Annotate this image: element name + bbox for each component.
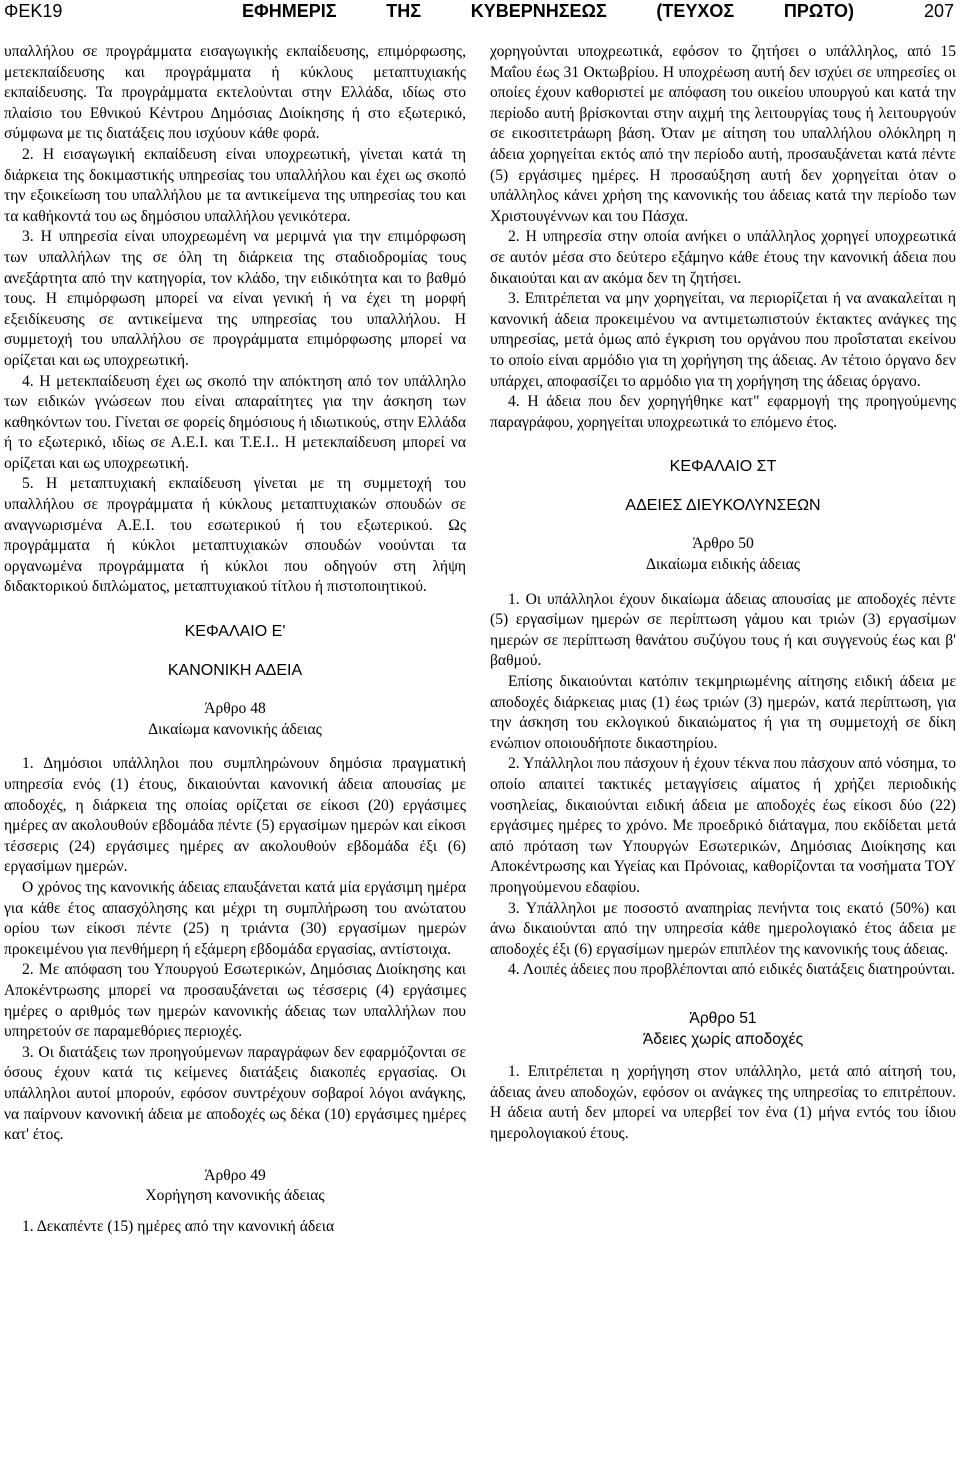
- paragraph: Επίσης δικαιούνται κατόπιν τεκμηριωμένης αίτησης ειδική άδεια με αποδοχές διάρκειας μιας (1) έως τριών (3) ημερών, κατά περίπτωση, για την άσκηση του εκλογικού δικαιώματος ή για τη συμμετοχή σε δίκη ενώπιον οποιουδήποτε δικαστηρίου.: [490, 673, 956, 752]
- paragraph: 1. Δεκαπέντε (15) ημέρες από την κανονική άδεια: [22, 1217, 335, 1235]
- paragraph: 3. Η υπηρεσία είναι υποχρεωμένη να μεριμνά για την επιμόρφωση των υπαλλήλων της σε όλη τη διάρκεια της σταδιοδρομίας τους ανεξάρτητα από την κατηγορία, τον κλάδο, την ειδικότητα και το βαθμό τους. Η επιμόρφωση μπορεί να είναι γενική ή να έχει τη μορφή εξειδίκευσης σε αντικείμενα της υπηρεσίας του υπαλλήλου. Η συμμετοχή του υπαλλήλου σε προγράμματα επιμόρφωσης μπορεί να ορίζεται και ως υποχρεωτική.: [4, 228, 466, 369]
- article-title: Χορήγηση κανονικής άδειας: [145, 1187, 325, 1205]
- paragraph: 4. Λοιπές άδειες που προβλέπονται από ειδικές διατάξεις διατηρούνται.: [508, 961, 955, 979]
- article-heading: Άρθρο 51: [689, 1009, 757, 1027]
- left-column: [4, 42, 466, 1237]
- chapter-title: ΑΔΕΙΕΣ ΔΙΕΥΚΟΛΥΝΣΕΩΝ: [625, 496, 821, 514]
- paragraph: 2. Η υπηρεσία στην οποία ανήκει ο υπάλληλος χορηγεί υποχρεωτικά σε αυτόν μέσα στο δεύτερο εξάμηνο κάθε έτους την κανονική άδεια που δικαιούται και αν ακόμα δεν τη ζητήσει.: [490, 228, 956, 287]
- page-header: [4, 0, 954, 22]
- paragraph: χορηγούνται υποχρεωτικά, εφόσον το ζητήσει ο υπάλληλος, από 15 Μαΐου έως 31 Οκτωβρίου. Η υποχρέωση αυτή δεν ισχύει σε υπηρεσίες οι οποίες έχουν καθοριστεί με απόφαση του οικείου υπουργού και κατά την περίοδο αυτή βρίσκονται στην αιχμή της λειτουργίας τους ή λειτουργούν σε εικοσιτετράωρη βάση. Όταν με αίτηση του υπαλλήλου ολόκληρη η άδεια χορηγείται εκτός από την περίοδο αυτή, προσαυξάνεται κατά πέντε (5) εργάσιμες ημέρες. Η προσαύξηση αυτή δεν χορηγείται όταν ο υπάλληλος κάνει χρήση της κανονικής του άδειας κατά την περίοδο των Χριστουγέννων και του Πάσχα.: [490, 43, 956, 225]
- paragraph: 5. Η μεταπτυχιακή εκπαίδευση γίνεται με τη συμμετοχή του υπαλλήλου σε προγράμματα ή κύκλους μεταπτυχιακών σπουδών σε αναγνωρισμένα Α.Ε.Ι. του εσωτερικού ή του εξωτερικού. Ως προγράμματα ή κύκλοι μεταπτυχιακών σπουδών νοούνται τα οργανωμένα προγράμματα ή κύκλοι που οδηγούν στη λήψη διδακτορικού διπλώματος, μεταπτυχιακού τίτλου ή πιστοποιητικού.: [4, 475, 466, 596]
- article-title: Δικαίωμα κανονικής άδειας: [148, 720, 322, 738]
- chapter-heading: ΚΕΦΑΛΑΙΟ Ε': [184, 623, 286, 641]
- article-title: Δικαίωμα ειδικής άδειας: [646, 556, 800, 574]
- paragraph: 3. Επιτρέπεται να μην χορηγείται, να περιορίζεται ή να ανακαλείται η κανονική άδεια προκειμένου να αντιμετωπιστούν έκτακτες ανάγκες της υπηρεσίας, μετά όμως από έγκριση του οργάνου που προΐσταται εκείνου το οποίο είναι αρμόδιο για τη χορήγηση της άδειας. Αν τέτοιο όργανο δεν υπάρχει, αποφασίζει το αρμόδιο για τη χορήγηση της άδειας όργανο.: [490, 290, 956, 390]
- issue-code: ΦΕΚ19: [4, 0, 63, 21]
- gazette-title-word: ΕΦΗΜΕΡΙΣ: [242, 0, 337, 21]
- paragraph: 3. Υπάλληλοι με ποσοστό αναπηρίας πενήντα τοις εκατό (50%) και άνω δικαιούνται από την υπηρεσία κάθε ημερολογιακό έτος άδεια με αποδοχές έξι (6) εργασίμων ημερών επιπλέον της κανονικής τους άδειας.: [490, 899, 956, 958]
- paragraph: 1. Επιτρέπεται η χορήγηση στον υπάλληλο, μετά από αίτησή του, άδειας άνευ αποδοχών, εφόσον οι ανάγκες της υπηρεσίας το επιτρέπουν. Η άδεια αυτή δεν μπορεί να υπερβεί τον ένα (1) μήνα εντός του ίδιου ημερολογιακού έτους.: [490, 1063, 956, 1142]
- gazette-title: [164, 1, 914, 22]
- article-heading: Άρθρο 49: [204, 1166, 266, 1184]
- gazette-title-word: ΠΡΩΤΟ): [783, 0, 854, 21]
- gazette-title-word: ΚΥΒΕΡΝΗΣΕΩΣ: [470, 0, 607, 21]
- paragraph: Ο χρόνος της κανονικής άδειας επαυξάνεται κατά μία εργάσιμη ημέρα για κάθε έτος απασχόλησης και μέχρι τη συμπλήρωση του ανώτατου ορίου των είκοσι πέντε (25) η τριάντα (30) εργασίμων ημερών προκειμένου για πενθήμερη ή εξάμερη εβδομάδα εργασίας, αντίστοιχα.: [4, 878, 466, 958]
- paragraph: 3. Οι διατάξεις των προηγούμενων παραγράφων δεν εφαρμόζονται σε όσους έχουν κατά τις κείμενες διατάξεις διακοπές εργασίας. Οι υπάλληλοι αυτοί μπορούν, εφόσον συντρέχουν σοβαροί λόγοι ανάγκης, να παίρνουν κανονική άδεια με αποδοχές ως δέκα (10) εργάσιμες ημέρες κατ' έτος.: [4, 1043, 466, 1144]
- gazette-title-word: ΤΗΣ: [386, 0, 422, 21]
- chapter-heading: ΚΕΦΑΛΑΙΟ ΣΤ: [669, 458, 777, 476]
- right-column: [490, 42, 956, 1145]
- paragraph: 2. Υπάλληλοι που πάσχουν ή έχουν τέκνα που πάσχουν από νόσημα, το οποίο απαιτεί τακτικές μεταγγίσεις αίματος ή χρήζει περιοδικής νοσηλείας, δικαιούνται ειδική άδεια με αποδοχές έως είκοσι δύο (22) εργάσιμες ημέρες το χρόνο. Με προεδρικό διάταγμα, που εκδίδεται μετά από πρόταση των Υπουργών Εσωτερικών, Δημόσιας Διοίκησης και Αποκέντρωσης και Υγείας και Πρόνοιας, καθορίζονται τα νοσήματα ΤΟΥ προηγούμενου εδαφίου.: [490, 755, 956, 896]
- article-title: Άδειες χωρίς αποδοχές: [642, 1030, 804, 1048]
- paragraph: υπαλλήλου σε προγράμματα εισαγωγικής εκπαίδευσης, επιμόρφωσης, μετεκπαίδευσης και προγράμματα ή κύκλους μεταπτυχιακής εκπαίδευσης. Τα προγράμματα εκτελούνται στην Ελλάδα, ιδίως στο πλαίσιο του Εθνικού Κέντρου Δημόσιας Διοίκησης ή στο εξωτερικό, σύμφωνα με τις διατάξεις που ισχύουν κάθε φορά.: [4, 43, 466, 143]
- paragraph: 4. Η μετεκπαίδευση έχει ως σκοπό την απόκτηση από τον υπάλληλο των ειδικών γνώσεων που είναι απαραίτητες για την άσκηση των καθηκόντων του. Γίνεται σε φορείς δημόσιους ή ιδιωτικούς, στην Ελλάδα ή το εξωτερικό, ιδίως σε Α.Ε.Ι. και Τ.Ε.Ι.. Η μετεκπαίδευση μπορεί να ορίζεται και ως υποχρεωτική.: [4, 372, 467, 472]
- paragraph: 2. Η εισαγωγική εκπαίδευση είναι υποχρεωτική, γίνεται κατά τη διάρκεια της δοκιμαστικής υπηρεσίας του υπαλλήλου και έχει ως σκοπό την εξοικείωση του υπαλλήλου με τα αντικείμενα της υπηρεσίας του και τα καθήκοντά του ως δημόσιου υπαλλήλου γενικότερα.: [4, 145, 466, 225]
- paragraph: 1. Οι υπάλληλοι έχουν δικαίωμα άδειας απουσίας με αποδοχές πέντε (5) εργασίμων ημερών σε περίπτωση γάμου και τριών (3) εργασίμων ημερών σε περίπτωση θανάτου συζύγου τους ή και συγγενούς έως και β' βαθμού.: [490, 590, 956, 670]
- paragraph: 2. Με απόφαση του Υπουργού Εσωτερικών, Δημόσιας Διοίκησης και Αποκέντρωσης μπορεί να προσαυξάνεται ως τέσσερις (4) εργάσιμες ημέρες ο αριθμός των ημερών κανονικής άδειας των υπαλλήλων που υπηρετούν σε παραμεθόριες περιοχές.: [4, 961, 466, 1041]
- paragraph: 1. Δημόσιοι υπάλληλοι που συμπληρώνουν δημόσια πραγματική υπηρεσία ενός (1) έτους, δικαιούνται κανονική άδεια απουσίας με αποδοχές, η διάρκεια της οποίας ορίζεται σε είκοσι (20) εργάσιμες ημέρες αν ακολουθούν εβδομάδα πέντε (5) εργασίμων ημερών και είκοσι τέσσερις (24) εργάσιμες ημέρες αν ακολουθούν εβδομάδα έξι (6) εργασίμων ημερών.: [4, 755, 466, 876]
- paragraph: 4. Η άδεια που δεν χορηγήθηκε κατ" εφαρμογή της προηγούμενης παραγράφου, χορηγείται υποχρεωτικά το επόμενο έτος.: [490, 393, 956, 431]
- chapter-title: ΚΑΝΟΝΙΚΗ ΑΔΕΙΑ: [167, 661, 303, 679]
- gazette-title-word: (ΤΕΥΧΟΣ: [656, 0, 735, 21]
- article-heading: Άρθρο 48: [204, 700, 266, 718]
- article-heading: Άρθρο 50: [692, 535, 754, 553]
- page-number: 207: [923, 0, 954, 21]
